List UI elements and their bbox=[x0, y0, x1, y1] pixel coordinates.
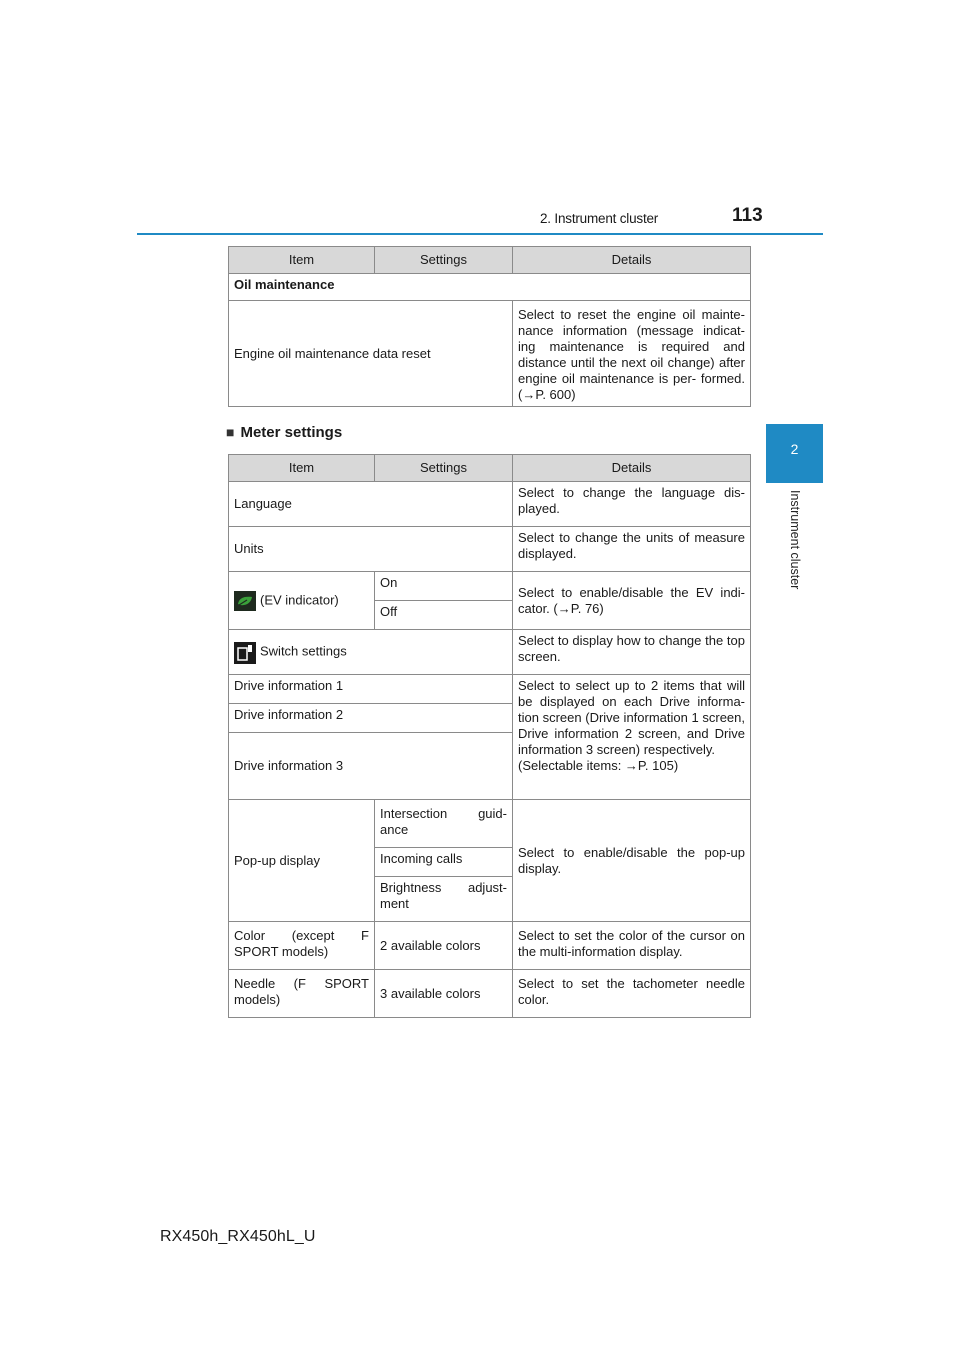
details-ev-indicator: Select to enable/disable the EV indi- cator. (→P. 76) bbox=[513, 572, 751, 630]
header-divider bbox=[137, 233, 823, 235]
item-ev-indicator bbox=[229, 572, 375, 630]
table-row bbox=[229, 800, 751, 848]
item-drive-info-3: Drive information 3 bbox=[229, 733, 513, 800]
setting-needle: 3 available colors bbox=[375, 970, 513, 1018]
item-switch-settings bbox=[229, 630, 513, 675]
table-row bbox=[229, 970, 751, 1018]
chapter-tab: 2 bbox=[766, 424, 823, 483]
chapter-tab-label: Instrument cluster bbox=[788, 490, 802, 590]
details-drive-info bbox=[513, 675, 751, 800]
item-needle: Needle (F SPORT models) bbox=[229, 970, 375, 1018]
chapter-title: 2. Instrument cluster bbox=[540, 211, 659, 226]
setting-popup-intersection: Intersection guid- ance bbox=[375, 800, 513, 848]
details-engine-oil-reset: Select to reset the engine oil mainte- nance information (message indicat- ing maintenance is required and distance until the next oil change) after engine oil maintenance is per- formed. (→P. 600) bbox=[513, 301, 751, 407]
ev-indicator-icon bbox=[234, 591, 256, 611]
table-row bbox=[229, 675, 751, 704]
details-popup-display: Select to enable/disable the pop-up display. bbox=[513, 800, 751, 922]
item-drive-info-1: Drive information 1 bbox=[229, 675, 513, 704]
setting-ev-off: Off bbox=[375, 601, 513, 630]
column-header-item: Item bbox=[229, 247, 375, 274]
item-popup-display: Pop-up display bbox=[229, 800, 375, 922]
ev-indicator-label: (EV indicator) bbox=[260, 591, 339, 607]
details-units: Select to change the units of measure displayed. bbox=[513, 527, 751, 572]
details-language: Select to change the language dis- played. bbox=[513, 482, 751, 527]
oil-maintenance-table bbox=[228, 246, 751, 407]
details-color: Select to set the color of the cursor on the multi-information display. bbox=[513, 922, 751, 970]
square-bullet-icon: ■ bbox=[226, 424, 235, 440]
table-row bbox=[229, 482, 751, 527]
column-header-settings: Settings bbox=[375, 455, 513, 482]
column-header-details: Details bbox=[513, 455, 751, 482]
table-row bbox=[229, 527, 751, 572]
setting-color: 2 available colors bbox=[375, 922, 513, 970]
setting-popup-incoming-calls: Incoming calls bbox=[375, 848, 513, 877]
group-label-oil-maintenance: Oil maintenance bbox=[229, 274, 751, 301]
item-drive-info-2: Drive information 2 bbox=[229, 704, 513, 733]
setting-popup-brightness: Brightness adjust- ment bbox=[375, 877, 513, 922]
details-needle: Select to set the tachometer needle color. bbox=[513, 970, 751, 1018]
meter-settings-table bbox=[228, 454, 751, 1018]
footer-model-code: RX450h_RX450hL_U bbox=[160, 1228, 316, 1245]
switch-settings-label: Switch settings bbox=[260, 643, 347, 659]
table-row bbox=[229, 922, 751, 970]
details-switch-settings: Select to display how to change the top screen. bbox=[513, 630, 751, 675]
table-row bbox=[229, 301, 751, 407]
table-header-row bbox=[229, 247, 751, 274]
table-group-row bbox=[229, 274, 751, 301]
switch-settings-icon bbox=[234, 642, 256, 662]
table-row bbox=[229, 630, 751, 675]
section-heading-text: Meter settings bbox=[240, 424, 343, 441]
item-language: Language bbox=[229, 482, 513, 527]
details-drive-info-text: Select to select up to 2 items that will be displayed on each Drive informa- tion screen (Drive information 1 screen, Drive information 2 screen, and Drive information 3 screen) respectively. bbox=[518, 678, 745, 757]
item-engine-oil-reset: Engine oil maintenance data reset bbox=[229, 301, 513, 407]
section-heading-meter-settings bbox=[226, 424, 342, 441]
setting-ev-on: On bbox=[375, 572, 513, 601]
column-header-item: Item bbox=[229, 455, 375, 482]
page-number: 113 bbox=[732, 205, 763, 226]
item-color: Color (except F SPORT models) bbox=[229, 922, 375, 970]
details-drive-info-ref: (Selectable items: →P. 105) bbox=[518, 758, 679, 773]
table-header-row bbox=[229, 455, 751, 482]
column-header-settings: Settings bbox=[375, 247, 513, 274]
table-row bbox=[229, 572, 751, 601]
item-units: Units bbox=[229, 527, 513, 572]
column-header-details: Details bbox=[513, 247, 751, 274]
